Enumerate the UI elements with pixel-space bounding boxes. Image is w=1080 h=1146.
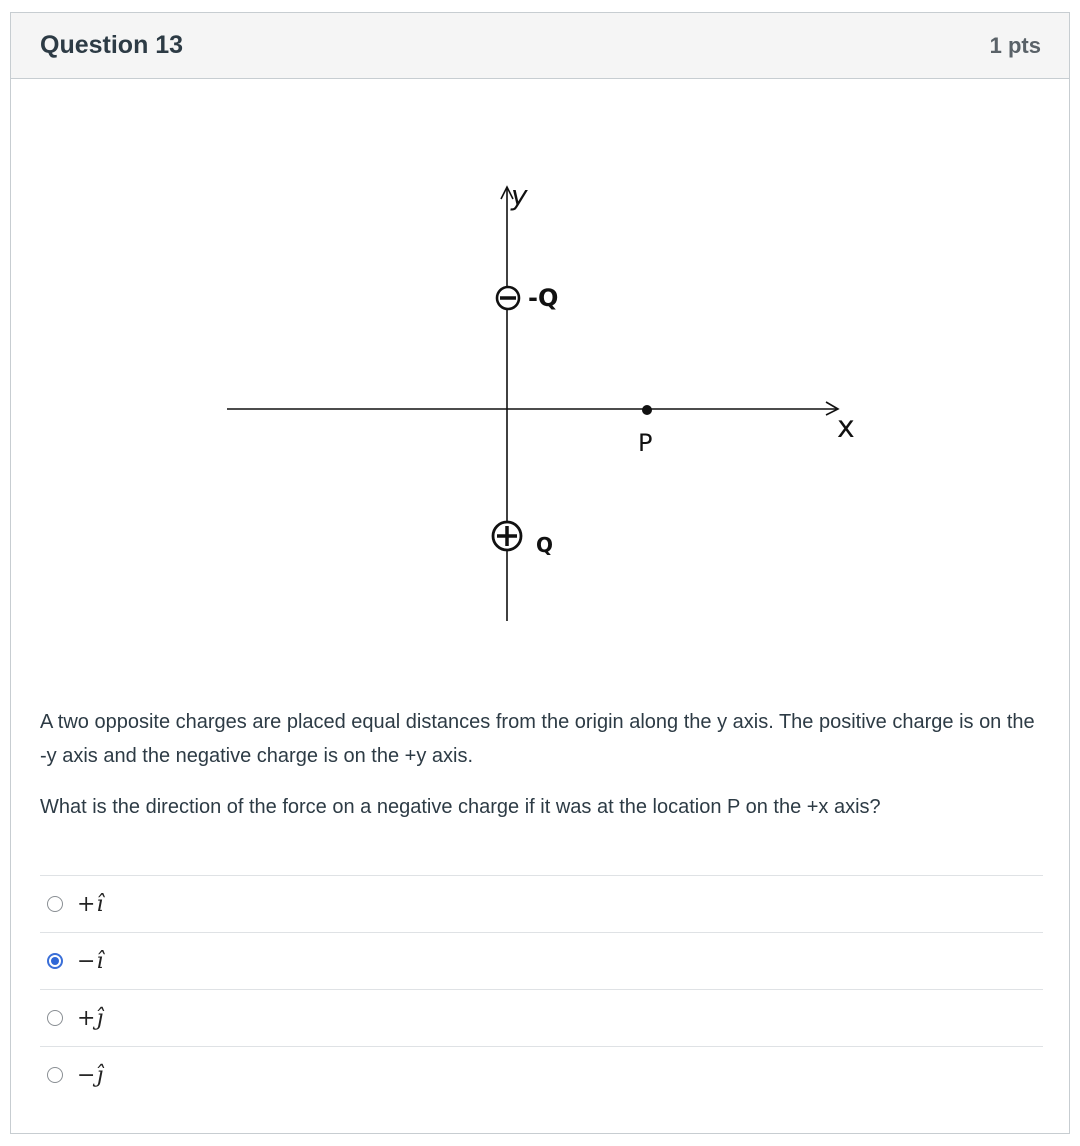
question-header [11,13,1069,79]
answer-option-3[interactable] [40,989,1043,1046]
answer-label-1[interactable]: +î [77,891,105,917]
negative-charge-label: -Q [528,284,559,312]
answer-option-4[interactable] [40,1046,1043,1103]
point-p-marker [642,405,652,415]
answer-option-2[interactable] [40,932,1043,989]
answer-radio-3[interactable] [47,1010,63,1026]
question-card [10,12,1070,1134]
answer-label-2[interactable]: −î [77,948,105,974]
answer-radio-4[interactable] [47,1067,63,1083]
question-title: Question 13 [40,31,184,59]
question-points: 1 pts [989,32,1041,58]
answer-radio-2[interactable] [47,953,63,969]
answer-list [40,875,1043,1103]
answer-label-3[interactable]: +ĵ [77,1005,105,1031]
positive-charge-label: Q [536,533,554,557]
charge-diagram [11,79,1069,679]
point-p-label: P [638,429,653,457]
y-axis-label: y [511,179,528,212]
question-text [40,705,1040,841]
question-paragraph-2: What is the direction of the force on a negative charge if it was at the location P on the +x axis? [40,796,881,818]
answer-radio-1[interactable] [47,896,63,912]
x-axis-label: x [837,410,855,445]
question-paragraph-1: A two opposite charges are placed equal distances from the origin along the y axis. The positive charge is on the -y axis and the negative charge is on the +y axis. [40,711,1035,767]
answer-option-1[interactable] [40,875,1043,932]
answer-label-4[interactable]: −ĵ [77,1062,105,1088]
